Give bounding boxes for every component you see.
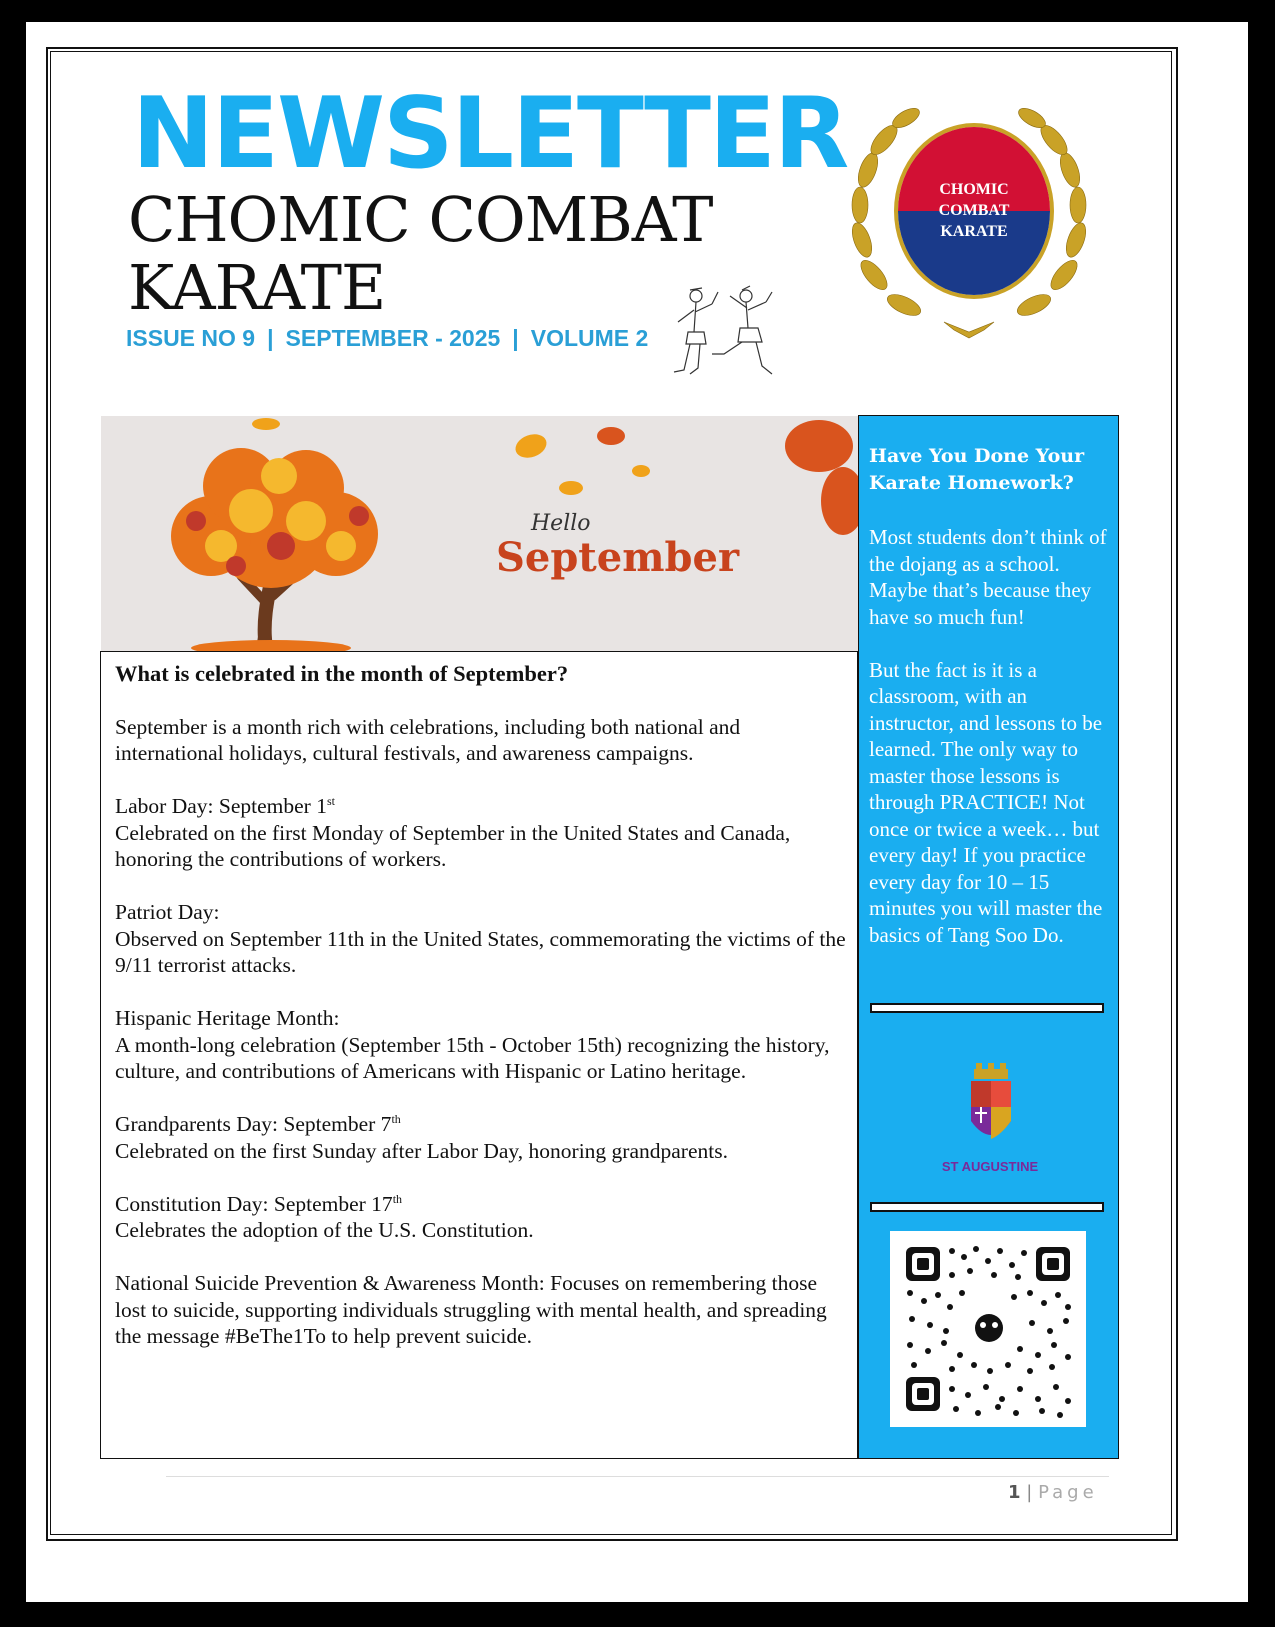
banner-september: September [496,534,740,581]
suicide-prevention-section: National Suicide Prevention & Awareness Month: Focuses on remembering those lost to suicide, supporting individuals struggling with mental health, and spreading the message #BeThe1To to help prevent suicide. [115,1271,827,1348]
grandparents-day-section: Grandparents Day: September 7th Celebrated on the first Sunday after Labor Day, honoring grandparents. [115,1111,728,1163]
sidebar-divider [870,1003,1104,1013]
qr-code-icon [890,1231,1086,1427]
sidebar-paragraph: But the fact is it is a classroom, with an instructor, and lessons to be learned. The only way to master those lessons is through PRACTICE! Not once or twice a week… but every day! If you practice every day for 10 – 15 minutes you will master the basics of Tang Soo Do. [869,657,1103,947]
grandparents-day-title: Grandparents Day: September 7 [115,1112,392,1136]
labor-day-body: Celebrated on the first Monday of September in the United States and Canada, honoring the contributions of workers. [115,820,791,871]
sidebar-body [869,524,1113,975]
patriot-day-title: Patriot Day: [115,900,220,924]
issue-separator: | [512,325,519,351]
city-crest-icon [895,1063,1085,1159]
sponsor-name: ST AUGUSTINE [941,1159,1039,1174]
issue-volume: VOLUME 2 [530,325,649,351]
constitution-day-body: Celebrates the adoption of the U.S. Constitution. [115,1218,534,1242]
hispanic-heritage-title: Hispanic Heritage Month: [115,1006,340,1030]
issue-info [126,325,648,352]
page-number [1008,1482,1098,1503]
article-heading: What is celebrated in the month of September? [115,661,569,686]
issue-separator: | [267,325,274,351]
grandparents-day-body: Celebrated on the first Sunday after Labor Day, honoring grandparents. [115,1138,728,1163]
hispanic-heritage-body: A month-long celebration (September 15th - October 15th) recognizing the history, culture, and contributions of Americans with Hispanic or Latino heritage. [115,1032,830,1083]
hello-september-banner [101,416,858,652]
patriot-day-body: Observed on September 11th in the United States, commemorating the victims of the 9/11 terrorist attacks. [115,926,846,977]
st-augustine-logo [895,1063,1085,1183]
qr-code[interactable] [890,1231,1086,1427]
club-name-line1: CHOMIC COMBAT [128,183,713,256]
labor-day-title: Labor Day: September 1 [115,794,327,818]
sidebar-paragraph: Most students don’t think of the dojang as a school. Maybe that’s because they have so much fun! [869,525,1107,629]
logo-emblem [894,123,1054,299]
article-content [115,661,850,1376]
logo-text: CHOMIC COMBAT KARATE [938,181,1010,240]
club-logo [834,100,1104,340]
article-intro: September is a month rich with celebrations, including both national and international holidays, cultural festivals, and awareness campaigns. [115,714,741,765]
constitution-day-section: Constitution Day: September 17th Celebrates the adoption of the U.S. Constitution. [115,1191,534,1242]
footer-divider [166,1476,1109,1477]
page-label: Page [1038,1482,1098,1503]
issue-number: ISSUE NO 9 [126,325,256,351]
constitution-day-title: Constitution Day: September 17 [115,1191,393,1216]
karate-figures-illustration [668,282,780,386]
page-number-value: 1 [1008,1482,1021,1503]
sidebar-heading: Have You Done Your Karate Homework? [869,445,1085,494]
labor-day-section: Labor Day: September 1st Celebrated on the first Monday of September in the United States and Canada, honoring the contributions of workers. [115,793,791,871]
hispanic-heritage-section [115,1005,850,1085]
sidebar-divider [870,1202,1104,1212]
patriot-day-section [115,899,850,979]
banner-hello: Hello [531,511,591,536]
autumn-tree-illustration [101,416,858,652]
issue-date: SEPTEMBER - 2025 [285,325,501,351]
club-name-line2: KARATE [128,251,386,324]
page-number-separator: | [1026,1482,1033,1503]
newsletter-title: NEWSLETTER [132,77,848,191]
homework-sidebar [858,415,1119,1459]
